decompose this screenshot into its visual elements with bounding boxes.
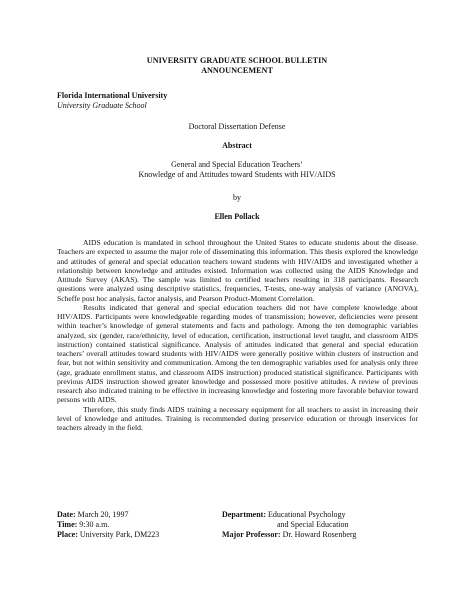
header-line-1: UNIVERSITY GRADUATE SCHOOL BULLETIN [146, 56, 328, 65]
department-value-line-2: and Special Education [277, 520, 349, 529]
place-field [57, 530, 222, 540]
bulletin-header [0, 56, 474, 76]
by-label: by [233, 193, 241, 202]
abstract-paragraph-3: Therefore, this study finds AIDS training a necessary equipment for all teachers to assist in increasing their level of knowledge and attitudes. Training is recommended during preservice education or through inservices for teachers already in the field. [57, 404, 418, 432]
abstract-paragraph-1: AIDS education is mandated in school throughout the United States to educate students about the disease. Teachers are expected to assume the major role of disseminating this information. This thesis explored the knowledge and attitudes of general and special education teachers toward students with HIV/AIDS and investigated whether a relationship between knowledge and attitudes existed. Information was collected using the AIDS Knowledge and Attitude Survey (AKAS). The sample was limited to certified teachers resulting in 318 participants. Research questions were analyzed using descriptive statistics, frequencies, T-tests, one-way analysis of variance (ANOVA), Scheffe post hoc analysis, factor analysis, and Pearson Product-Moment Correlation. [57, 238, 418, 303]
header-line-2: ANNOUNCEMENT [201, 66, 273, 75]
event-title: Doctoral Dissertation Defense [188, 122, 286, 131]
date-value: March 20, 1997 [77, 510, 129, 519]
date-field [57, 510, 222, 520]
abstract-heading: Abstract [222, 141, 252, 150]
abstract-body [57, 238, 418, 432]
details-row-3 [57, 530, 418, 540]
major-professor-value: Dr. Howard Rosenberg [282, 530, 357, 539]
defense-details [57, 510, 418, 540]
dissertation-title-line-2: Knowledge of and Attitudes toward Students with HIV/AIDS [138, 170, 336, 179]
place-label: Place: [57, 530, 78, 539]
university-name: Florida International University [57, 91, 168, 100]
details-row-1 [57, 510, 418, 520]
author-name: Ellen Pollack [214, 212, 260, 221]
dissertation-title-line-1: General and Special Education Teachers’ [171, 160, 303, 169]
place-value: University Park, DM223 [79, 530, 160, 539]
abstract-paragraph-2: Results indicated that general and special education teachers did not have complete knowledge about HIV/AIDS. Participants were knowledgeable regarding modes of transmission; however, deficiencies were present within teacher’s knowledge of general statements and facts and pathology. Among the ten demographic variables analyzed, six (gender, race/ethnicity, level of education, certification, instructional level taught, and classroom AIDS instruction) contained statistical significance. Analysis of attitudes indicated that general and special education teachers’ overall attitudes toward students with HIV/AIDS were generally positive within clusters of instruction and fear, but not within sensitivity and communication. Among the ten demographic variables used for analysis only three (age, graduate enrollment status, and classroom AIDS instruction) produced statistical significance. Participants with previous AIDS instruction showed greater knowledge and possessed more positive attitudes. A review of previous research also indicated training to be effective in increasing knowledge and fostering more favorable behavior toward persons with AIDS. [57, 302, 418, 405]
department-value-line-1: Educational Psychology [267, 510, 346, 519]
graduate-school-name: University Graduate School [57, 101, 147, 110]
time-value: 9:30 a.m. [79, 520, 110, 529]
details-row-2 [57, 520, 418, 530]
date-label: Date: [57, 510, 76, 519]
major-professor-field [222, 530, 418, 540]
major-professor-label: Major Professor: [222, 530, 281, 539]
department-label: Department: [222, 510, 266, 519]
time-label: Time: [57, 520, 78, 529]
department-continuation [222, 520, 418, 530]
time-field [57, 520, 222, 530]
department-field [222, 510, 418, 520]
